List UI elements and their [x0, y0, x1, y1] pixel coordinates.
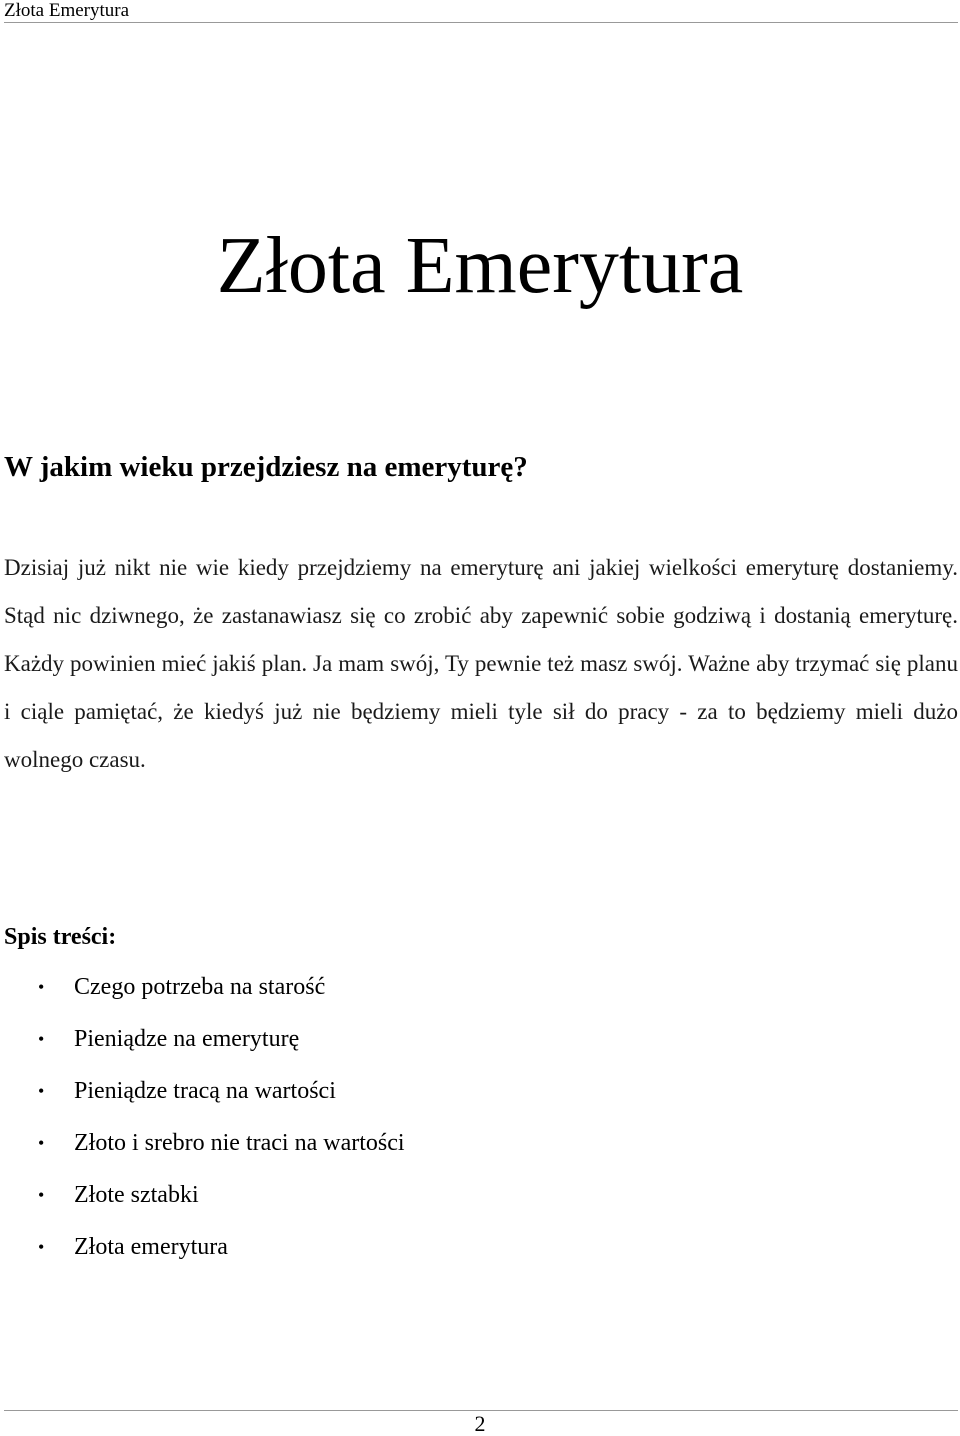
toc-item-label: Złota emerytura — [74, 1233, 228, 1260]
running-header — [4, 0, 958, 23]
toc-item[interactable] — [0, 1169, 405, 1221]
bullet-icon: • — [38, 1236, 45, 1257]
toc-item[interactable] — [0, 1117, 405, 1169]
section-subheading: W jakim wieku przejdziesz na emeryturę? — [4, 451, 528, 483]
toc-heading: Spis treści: — [4, 924, 117, 950]
toc-item[interactable] — [0, 1065, 405, 1117]
toc-item-label: Pieniądze tracą na wartości — [74, 1077, 336, 1104]
page-title: Złota Emerytura — [216, 222, 744, 310]
page-number: 2 — [474, 1411, 486, 1436]
bullet-icon: • — [38, 1132, 45, 1153]
toc-item[interactable] — [0, 1013, 405, 1065]
toc-item-label: Czego potrzeba na starość — [74, 973, 326, 1000]
toc-item[interactable] — [0, 1221, 405, 1273]
toc-list — [0, 961, 405, 1273]
toc-item-label: Złoto i srebro nie traci na wartości — [74, 1129, 405, 1156]
intro-paragraph: Dzisiaj już nikt nie wie kiedy przejdziemy na emeryturę ani jakiej wielkości emeryturę dostaniemy. Stąd nic dziwnego, że zastanawiasz się co zrobić aby zapewnić sobie godziwą i dostanią emeryturę. Każdy powinien mieć jakiś plan. Ja mam swój, Ty pewnie też masz swój. Ważne aby trzymać się planu i ciąle pamiętać, że kiedyś już nie będziemy mieli tyle sił do pracy - za to będziemy mieli dużo wolnego czasu. — [4, 555, 958, 772]
running-header-title: Złota Emerytura — [4, 0, 130, 21]
toc-item-label: Pieniądze na emeryturę — [74, 1025, 300, 1052]
toc-item[interactable] — [0, 961, 405, 1013]
bullet-icon: • — [38, 976, 45, 997]
bullet-icon: • — [38, 1080, 45, 1101]
bullet-icon: • — [38, 1184, 45, 1205]
toc-item-label: Złote sztabki — [74, 1181, 199, 1208]
bullet-icon: • — [38, 1028, 45, 1049]
